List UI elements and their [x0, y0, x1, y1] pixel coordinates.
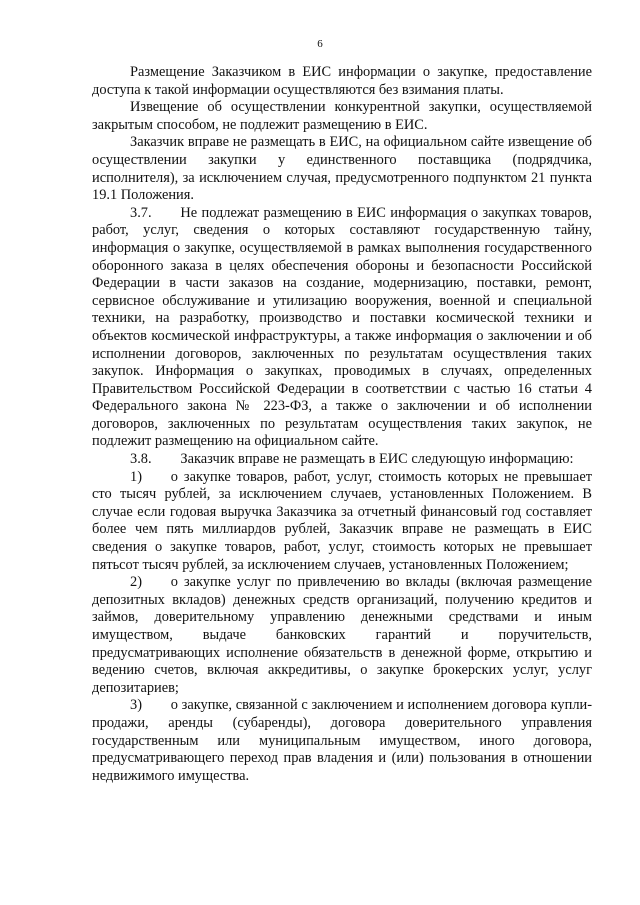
list-item-3: 3) о закупке, связанной с заключением и исполнением договора купли-продажи, аренды (субаренды), договора доверительного управления государственным или муниципальным имуществом, иного договора, предусматривающего переход прав владения и (или) пользования в отношении недвижимого имущества. — [92, 697, 592, 784]
document-body — [92, 64, 592, 785]
list-item-1: 1) о закупке товаров, работ, услуг, стоимость которых не превышает сто тысяч рублей, за исключением случаев, установленных Положением. В случае если годовая выручка Заказчика за отчетный финансовый год составляет более чем пять миллиардов рублей, Заказчик вправе не размещать в ЕИС сведения о закупке товаров, работ, услуг, стоимость которых не превышает пятьсот тысяч рублей, за исключением случаев, установленных Положением; — [92, 468, 592, 573]
paragraph: Заказчик вправе не размещать в ЕИС, на официальном сайте извещение об осуществлении закупки у единственного поставщика (подрядчика, исполнителя), за исключением случая, предусмотренного подпунктом 21 пункта 19.1 Положения. — [92, 134, 592, 204]
paragraph: Размещение Заказчиком в ЕИС информации о закупке, предоставление доступа к такой информации осуществляются без взимания платы. — [92, 64, 592, 98]
page-number: 6 — [317, 38, 323, 50]
paragraph: Извещение об осуществлении конкурентной закупки, осуществляемой закрытым способом, не подлежит размещению в ЕИС. — [92, 99, 592, 133]
list-item-2: 2) о закупке услуг по привлечению во вклады (включая размещение депозитных вкладов) денежных средств организаций, получению кредитов и займов, доверительному управлению денежными средствами и иным имуществом, выдаче банковских гарантий и поручительств, предусматривающих исполнение обязательств в денежной форме, открытию и ведению счетов, включая аккредитивы, о закупке брокерских услуг, услуг депозитариев; — [92, 574, 592, 696]
clause-3-8: 3.8. Заказчик вправе не размещать в ЕИС следующую информацию: — [130, 451, 574, 468]
clause-3-7: 3.7. Не подлежат размещению в ЕИС информация о закупках товаров, работ, услуг, сведения о которых составляют государственную тайну, информация о закупке, осуществляемой в рамках выполнения государственного оборонного заказа в целях обеспечения обороны и безопасности Российской Федерации в части заказов на создание, модернизацию, поставки, ремонт, сервисное обслуживание и утилизацию вооружения, военной и специальной техники, на разработку, производство и поставки космической техники и объектов космической инфраструктуры, а также информация о заключении и об исполнении договоров, заключенных по результатам осуществления таких закупок. Информация о закупках, проводимых в случаях, определенных Правительством Российской Федерации в соответствии с частью 16 статьи 4 Федерального закона № 223-ФЗ, а также о заключении и об исполнении договоров, заключенных по результатам осуществления таких закупок, не подлежит размещению на официальном сайте. — [92, 204, 592, 450]
